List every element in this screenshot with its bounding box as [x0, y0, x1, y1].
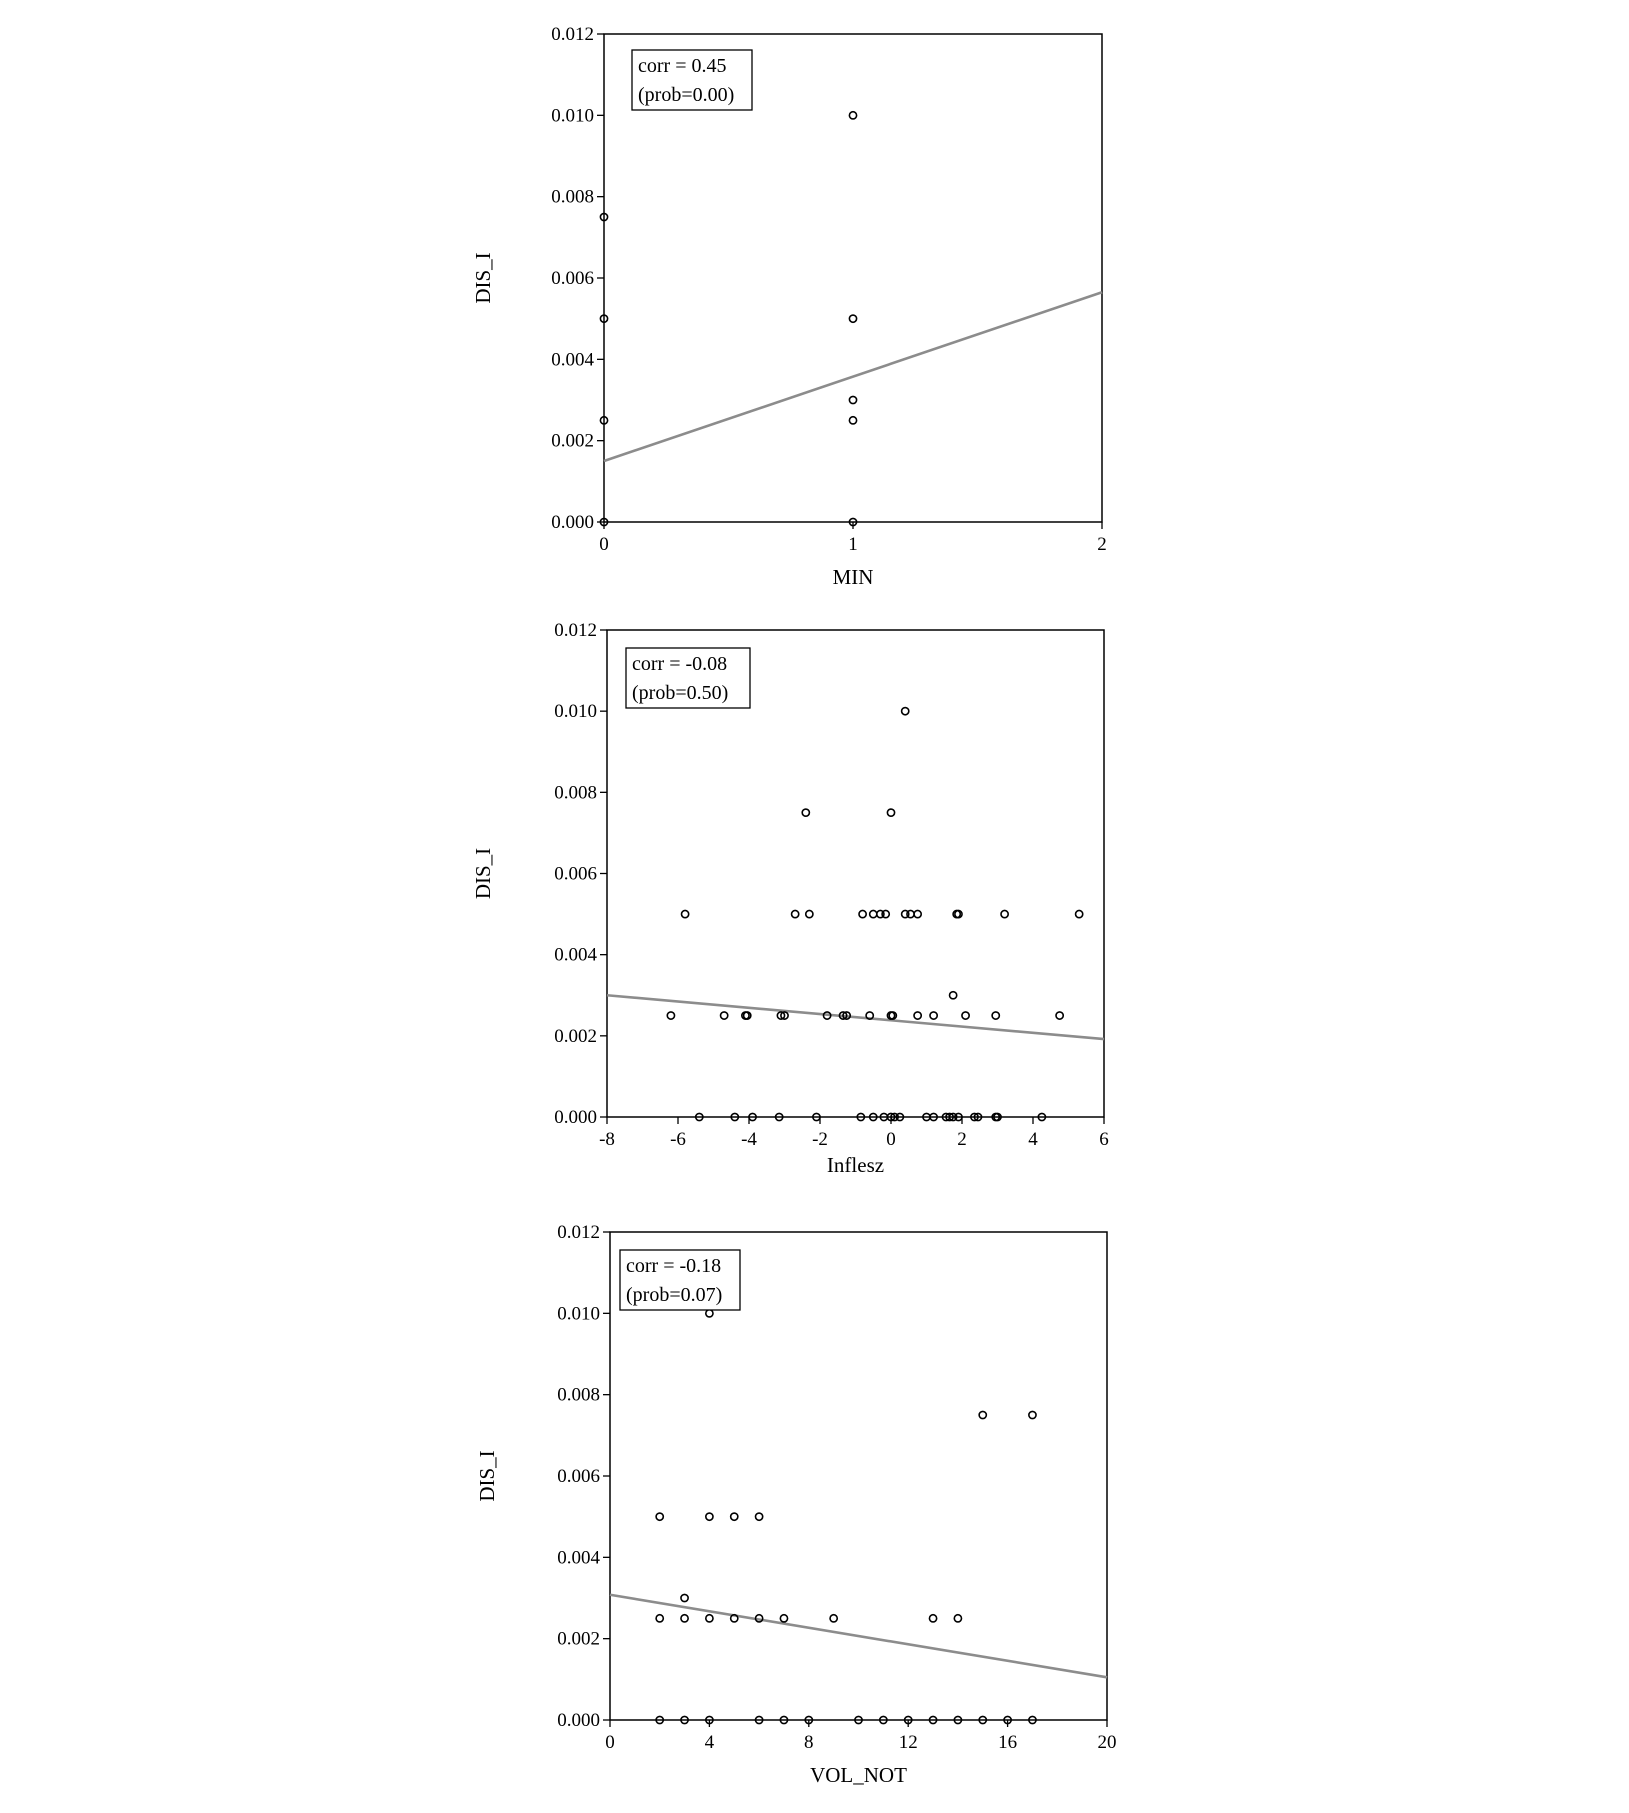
x-tick-label: 8 [804, 1732, 814, 1753]
data-point [681, 1594, 688, 1601]
x-tick-label: 12 [898, 1732, 918, 1753]
x-tick-label: 6 [1099, 1129, 1109, 1150]
x-tick-label: 1 [848, 534, 858, 555]
prob-label: (prob=0.07) [626, 1284, 723, 1306]
x-tick-label: 0 [605, 1732, 615, 1753]
regression-line [610, 1595, 1107, 1678]
data-point [929, 1615, 936, 1622]
y-tick-label: 0.004 [551, 349, 594, 371]
y-tick-label: 0.012 [554, 620, 597, 641]
data-point [950, 992, 957, 999]
data-point [1001, 910, 1008, 917]
data-point [849, 315, 856, 322]
y-tick-label: 0.000 [551, 512, 594, 533]
y-tick-label: 0.000 [557, 1710, 600, 1731]
prob-label: (prob=0.00) [638, 84, 735, 106]
x-axis-title: MIN [832, 565, 874, 589]
y-axis-title: DIS_I [471, 252, 495, 304]
data-point [914, 1012, 921, 1019]
data-point [656, 1615, 663, 1622]
x-tick-label: 4 [1028, 1129, 1038, 1150]
y-tick-label: 0.010 [551, 105, 594, 127]
x-tick-label: -2 [812, 1129, 828, 1150]
y-axis-title: DIS_I [475, 1450, 499, 1502]
data-point [681, 1615, 688, 1622]
data-point [962, 1012, 969, 1019]
scatter-panel-3 [475, 1222, 1117, 1787]
data-point [731, 1513, 738, 1520]
y-tick-label: 0.006 [557, 1466, 600, 1487]
corr-label: corr = -0.08 [632, 653, 728, 675]
data-point [756, 1513, 763, 1520]
data-point [870, 910, 877, 917]
y-tick-label: 0.010 [554, 701, 597, 723]
data-point [979, 1411, 986, 1418]
data-point [859, 910, 866, 917]
data-point [806, 910, 813, 917]
data-point [1076, 910, 1083, 917]
y-tick-label: 0.002 [551, 430, 594, 452]
regression-line [604, 292, 1102, 461]
x-tick-label: 16 [998, 1732, 1018, 1753]
data-point [802, 809, 809, 816]
data-point [992, 1012, 999, 1019]
y-tick-label: 0.012 [551, 24, 594, 45]
data-point [849, 417, 856, 424]
y-tick-label: 0.006 [554, 863, 597, 885]
x-tick-label: 4 [704, 1732, 715, 1753]
x-tick-label: 2 [957, 1129, 967, 1150]
y-tick-label: 0.008 [557, 1384, 600, 1406]
x-tick-label: -6 [670, 1129, 686, 1150]
y-tick-label: 0.006 [551, 268, 594, 289]
data-point [914, 910, 921, 917]
data-point [656, 1513, 663, 1520]
data-point [930, 1012, 937, 1019]
y-tick-label: 0.008 [551, 186, 594, 208]
data-point [954, 1615, 961, 1622]
corr-label: corr = -0.18 [626, 1255, 722, 1277]
data-point [830, 1615, 837, 1622]
x-tick-label: 20 [1097, 1732, 1117, 1753]
data-point [849, 112, 856, 119]
x-tick-label: 0 [886, 1129, 896, 1150]
x-tick-label: -8 [599, 1129, 615, 1150]
regression-line [607, 995, 1104, 1039]
data-point [682, 910, 689, 917]
y-axis-title: DIS_I [471, 847, 495, 900]
y-tick-label: 0.012 [557, 1222, 600, 1243]
data-point [706, 1310, 713, 1317]
scatter-panel-2 [471, 620, 1109, 1177]
data-point [706, 1513, 713, 1520]
data-point [849, 396, 856, 403]
data-point [902, 708, 909, 715]
x-axis-title: VOL_NOT [810, 1763, 907, 1787]
y-tick-label: 0.004 [554, 944, 597, 966]
prob-label: (prob=0.50) [632, 682, 729, 704]
x-tick-label: 0 [599, 534, 609, 555]
x-tick-label: -4 [741, 1129, 757, 1150]
x-axis-title: Inflesz [826, 1153, 885, 1177]
data-point [706, 1615, 713, 1622]
y-tick-label: 0.010 [557, 1303, 600, 1325]
data-point [1029, 1411, 1036, 1418]
scatter-panel-1 [471, 24, 1107, 589]
x-tick-label: 2 [1097, 534, 1107, 555]
y-tick-label: 0.004 [557, 1547, 600, 1569]
data-point [667, 1012, 674, 1019]
y-tick-label: 0.008 [554, 782, 597, 804]
data-point [721, 1012, 728, 1019]
y-tick-label: 0.002 [557, 1628, 600, 1650]
y-tick-label: 0.002 [554, 1025, 597, 1047]
data-point [780, 1615, 787, 1622]
data-point [792, 910, 799, 917]
corr-label: corr = 0.45 [638, 55, 727, 77]
y-tick-label: 0.000 [554, 1107, 597, 1128]
data-point [887, 809, 894, 816]
data-point [1056, 1012, 1063, 1019]
